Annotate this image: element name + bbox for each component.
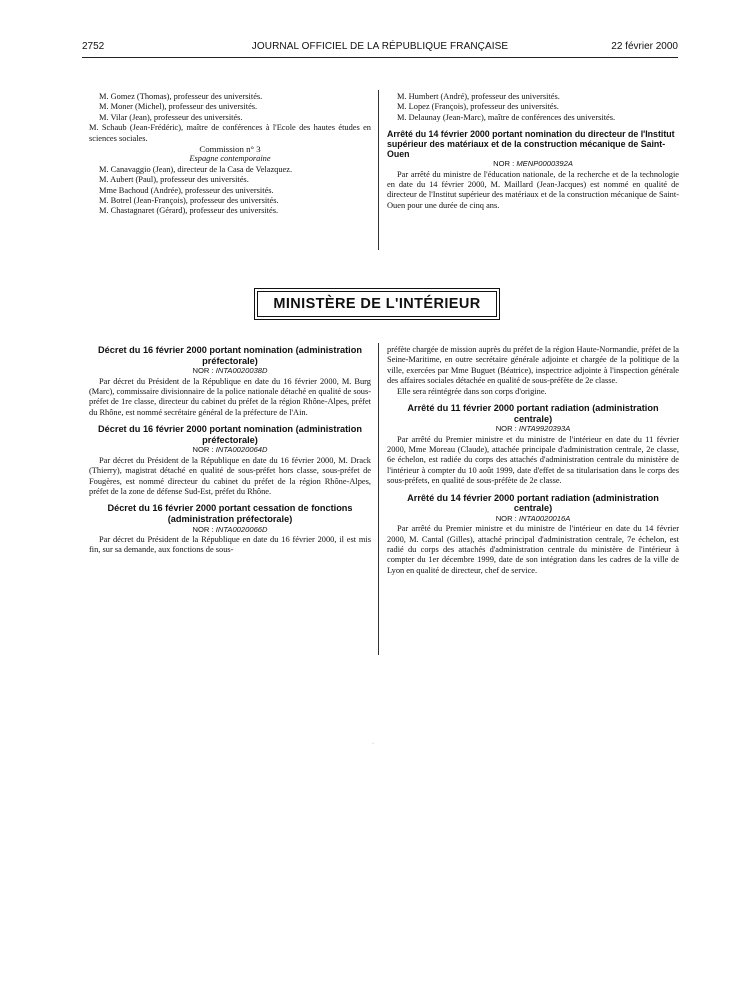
list-item: Mme Bachoud (Andrée), professeur des universités. <box>99 185 274 195</box>
decret-continuation: Elle sera réintégrée dans son corps d'origine. <box>397 386 547 396</box>
decret-body: Par décret du Président de la République en date du 16 février 2000, il est mis fin, sur sa demande, aux fonctions de sous- <box>89 535 371 555</box>
column-divider <box>378 343 379 655</box>
list-item: M. Vilar (Jean), professeur des universités. <box>99 112 243 122</box>
arrete-title: Arrêté du 14 février 2000 portant radiation (administration centrale) <box>407 492 659 514</box>
list-item: M. Chastagnaret (Gérard), professeur des universités. <box>99 206 279 216</box>
top-left-column <box>89 92 371 217</box>
nor-reference: NOR : INTA0020038D <box>192 366 268 376</box>
list-item: M. Aubert (Paul), professeur des universités. <box>99 175 249 185</box>
list-item: M. Lopez (François), professeur des universités. <box>397 102 559 112</box>
decret-body: Par décret du Président de la République en date du 16 février 2000, M. Drack (Thierry), magistrat détaché en qualité de sous-préfet hors classe, sous-préfet de Fougères, est nommé directeur du cabinet du préfet de la région Rhône-Alpes, préfet de la zone de défense Sud-Est, préfet du Rhône. <box>89 455 371 497</box>
nor-reference: NOR : INTA0020064D <box>192 445 268 455</box>
list-item: M. Humbert (André), professeur des universités. <box>397 92 560 101</box>
list-item: M. Schaub (Jean-Frédéric), maître de conférences à l'Ecole des hautes études en sciences sociales. <box>89 123 371 143</box>
header-rule <box>82 57 678 58</box>
list-item: M. Botrel (Jean-François), professeur des universités. <box>99 196 279 206</box>
top-right-column <box>387 92 679 211</box>
decret-title: Décret du 16 février 2000 portant nomination (administration préfectorale) <box>98 424 362 445</box>
list-item: M. Delaunay (Jean-Marc), maître de conférences des universités. <box>397 112 616 122</box>
list-item: M. Canavaggio (Jean), directeur de la Casa de Velazquez. <box>99 164 293 174</box>
decret-body: Par décret du Président de la République en date du 16 février 2000, M. Burg (Marc), commissaire divisionnaire de la police nationale détaché en qualité de sous-préfet de 1re classe, directeur du cabinet du préfet de la région Rhône-Alpes, préfet du Rhône, est nommé secrétaire général de la préfecture de l'Ain. <box>89 376 371 417</box>
scan-speck: · <box>372 741 374 747</box>
ministry-heading <box>257 291 497 317</box>
commission-title: Commission n° 3 <box>199 144 261 155</box>
page-number: 2752 <box>82 41 105 52</box>
commission-subtitle: Espagne contemporaine <box>189 154 271 164</box>
nor-reference: NOR : INTA0020016A <box>495 513 571 523</box>
decret-title: Décret du 16 février 2000 portant nomination (administration préfectorale) <box>98 345 362 366</box>
list-item: M. Moner (Michel), professeur des universités. <box>99 102 258 112</box>
arrete-body: Par arrêté du ministre de l'éducation nationale, de la recherche et de la technologie en date du 14 février 2000, M. Maillard (Jean-Jacques) est nommé en qualité de directeur de l'Institut supérieur des matériaux et de la construction mécanique de Saint-Ouen pour une durée de cinq ans. <box>387 169 679 210</box>
journal-title: JOURNAL OFFICIEL DE LA RÉPUBLIQUE FRANÇAISE <box>251 41 509 52</box>
arrete-body: Par arrêté du Premier ministre et du ministre de l'intérieur en date du 11 février 2000, Mme Moreau (Claude), attachée principale d'administration centrale, 2e classe, 6e échelon, est radiée du corps des attachés d'administration centrale du ministère de l'intérieur à compter du 10 août 1999, date d'effet de sa titularisation dans le corps des sous-préfets, en qualité de sous-préfète de 2e classe. <box>387 434 679 486</box>
nor-reference: NOR : INTA0020066D <box>192 524 268 534</box>
arrete-title: Arrêté du 11 février 2000 portant radiation (administration centrale) <box>407 403 659 424</box>
bottom-left-column <box>89 345 371 556</box>
nor-reference: NOR : INTA9920393A <box>495 424 571 434</box>
page-header <box>82 41 678 55</box>
list-item: M. Gomez (Thomas), professeur des universités. <box>99 92 263 101</box>
arrete-body: Par arrêté du Premier ministre et du ministre de l'intérieur en date du 14 février 2000, M. Cantal (Gilles), attaché principal d'administration centrale, 7e échelon, est radié du corps des attachés d'administration centrale du ministère de l'intérieur à compter du 1er décembre 1999, date de son intégration dans les cadres de la ville de Lyon en qualité de directeur, chef de service. <box>387 524 679 575</box>
arrete-title: Arrêté du 14 février 2000 portant nomination du directeur de l'Institut supérieur des matériaux et de la construction mécanique de Saint-Ouen <box>387 129 675 160</box>
bottom-right-column <box>387 345 679 576</box>
column-divider <box>378 90 379 250</box>
issue-date: 22 février 2000 <box>611 41 678 52</box>
nor-reference: NOR : MENP0000392A <box>493 159 573 169</box>
ministry-title: MINISTÈRE DE L'INTÉRIEUR <box>273 296 481 312</box>
decret-title: Décret du 16 février 2000 portant cessation de fonctions (administration préfectorale) <box>107 503 353 525</box>
decret-continuation: préfète chargée de mission auprès du préfet de la région Haute-Normandie, préfet de la Seine-Maritime, en outre secrétaire générale adjointe et chargée de la politique de la ville, exercées par Mme Buguet (Béatrice), inspectrice adjointe à l'inspection générale des affaires sociales détachée en qualité de sous-préfète de 2e classe. <box>387 345 679 386</box>
